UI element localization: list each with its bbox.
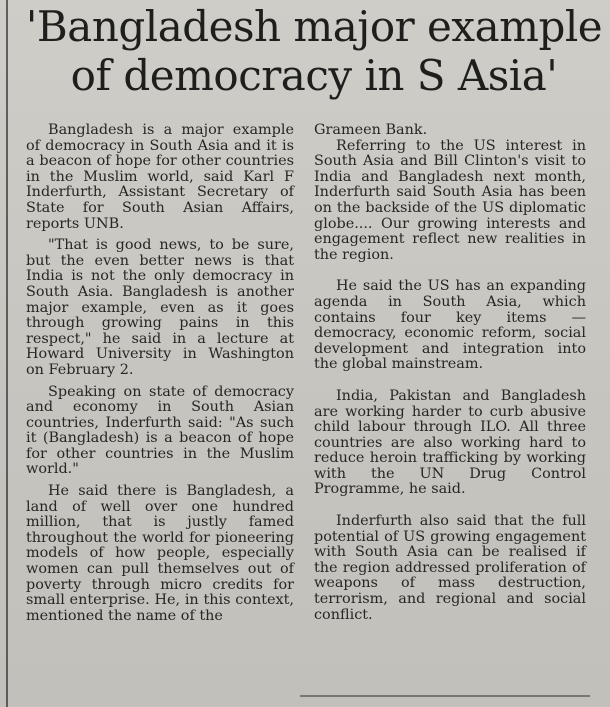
paragraph: "That is good news, to be sure, but the even better news is that India is not the only democracy in South Asia. Bangladesh is another major example, even as it goes through growing pains in this respect," he said in a lecture at Howard University in Washington on February 2. — [26, 237, 294, 378]
paragraph: He said the US has an expanding agenda in South Asia, which contains four key items — democracy, economic reform, social development and integration into the global mainstream. — [314, 278, 586, 373]
paragraph: Inderfurth also said that the full potential of US growing engagement with South Asia can be realised if the region addressed proliferation of weapons of mass destruction, terrorism, and regional and social conflict. — [314, 513, 586, 623]
headline-line-1: 'Bangladesh major example — [25, 2, 603, 51]
paragraph: India, Pakistan and Bangladesh are working harder to curb abusive child labour through ILO. All three countries are also working hard to reduce heroin trafficking by working with the UN Drug Control Programme, he said. — [314, 387, 586, 498]
article-column-right — [314, 123, 586, 629]
paragraph: Speaking on state of democracy and economy in South Asian countries, Inderfurth said: "As such it (Bangladesh) is a beacon of hope for other countries in the Muslim world." — [26, 383, 294, 478]
article-column-left — [26, 123, 294, 630]
headline-line-2: of democracy in S Asia' — [70, 51, 558, 100]
paragraph: Referring to the US interest in South Asia and Bill Clinton's visit to India and Bangladesh next month, Inderfurth said South Asia has been on the backside of the US diplomatic globe.... Our growing interests and engagement reflect new realities in the region. — [314, 137, 586, 263]
paragraph: Grameen Bank. — [314, 122, 428, 138]
paragraph: He said there is Bangladesh, a land of well over one hundred million, that is justly famed throughout the world for pioneering models of how people, especially women can pull themselves out of poverty through micro credits for small enterprise. He, in this context, mentioned the name of the — [26, 483, 294, 624]
paragraph: Bangladesh is a major example of democracy in South Asia and it is a beacon of hope for other countries in the Muslim world, said Karl F Inderfurth, Assistant Secretary of State for South Asian Affairs, reports UNB. — [26, 122, 294, 232]
column-rule-left — [6, 0, 8, 707]
bottom-rule — [300, 695, 590, 697]
headline — [24, 2, 604, 100]
